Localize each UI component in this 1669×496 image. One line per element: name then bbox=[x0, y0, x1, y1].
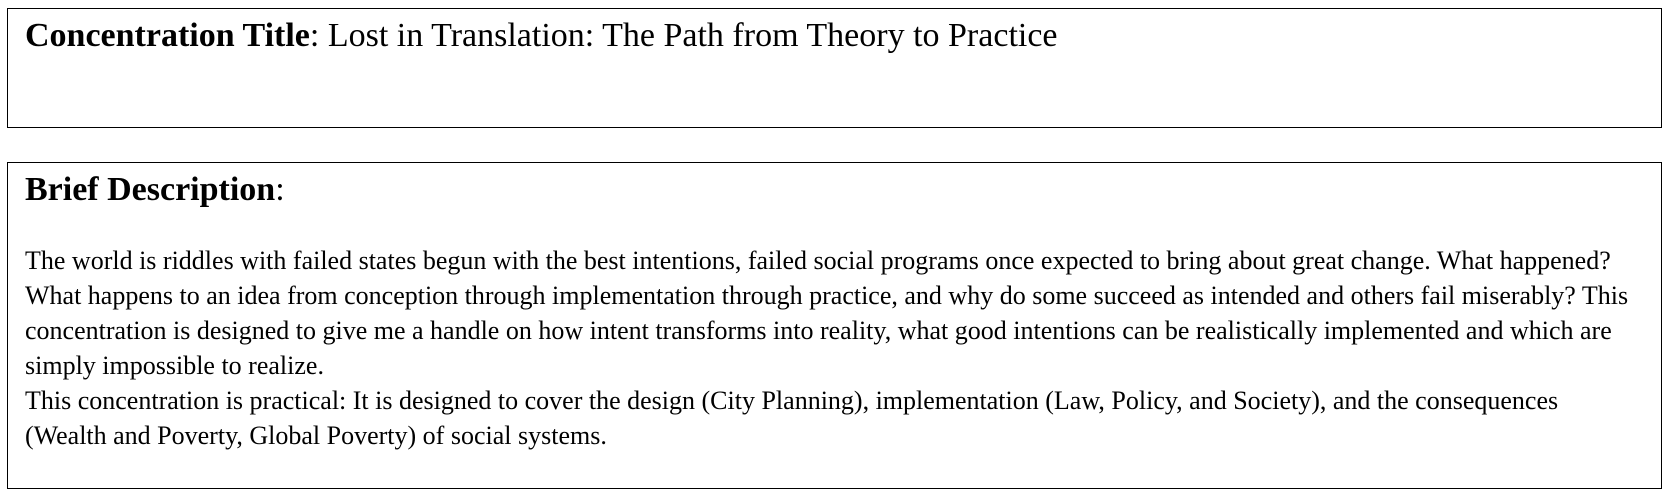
brief-description-body bbox=[25, 243, 1635, 453]
concentration-title-separator: : bbox=[309, 17, 320, 54]
concentration-title-box bbox=[7, 8, 1662, 128]
brief-description-separator: : bbox=[275, 171, 285, 208]
concentration-title-value: Lost in Translation: The Path from Theory to Practice bbox=[319, 17, 1058, 54]
concentration-title-line bbox=[25, 13, 1058, 59]
brief-description-label: Brief Description bbox=[25, 171, 276, 208]
brief-description-box bbox=[7, 162, 1662, 489]
brief-description-heading bbox=[25, 167, 285, 213]
description-paragraph: This concentration is practical: It is designed to cover the design (City Planning), implementation (Law, Policy, and Society), and the consequences (Wealth and Poverty, Global Poverty) of social systems. bbox=[25, 386, 1559, 450]
description-paragraph: The world is riddles with failed states begun with the best intentions, failed social programs once expected to bring about great change. What happened? What happens to an idea from conception through implementation through practice, and why do some succeed as intended and others fail miserably? This concentration is designed to give me a handle on how intent transforms into reality, what good intentions can be realistically implemented and which are simply impossible to realize. bbox=[25, 246, 1629, 380]
concentration-title-label: Concentration Title bbox=[25, 17, 310, 54]
